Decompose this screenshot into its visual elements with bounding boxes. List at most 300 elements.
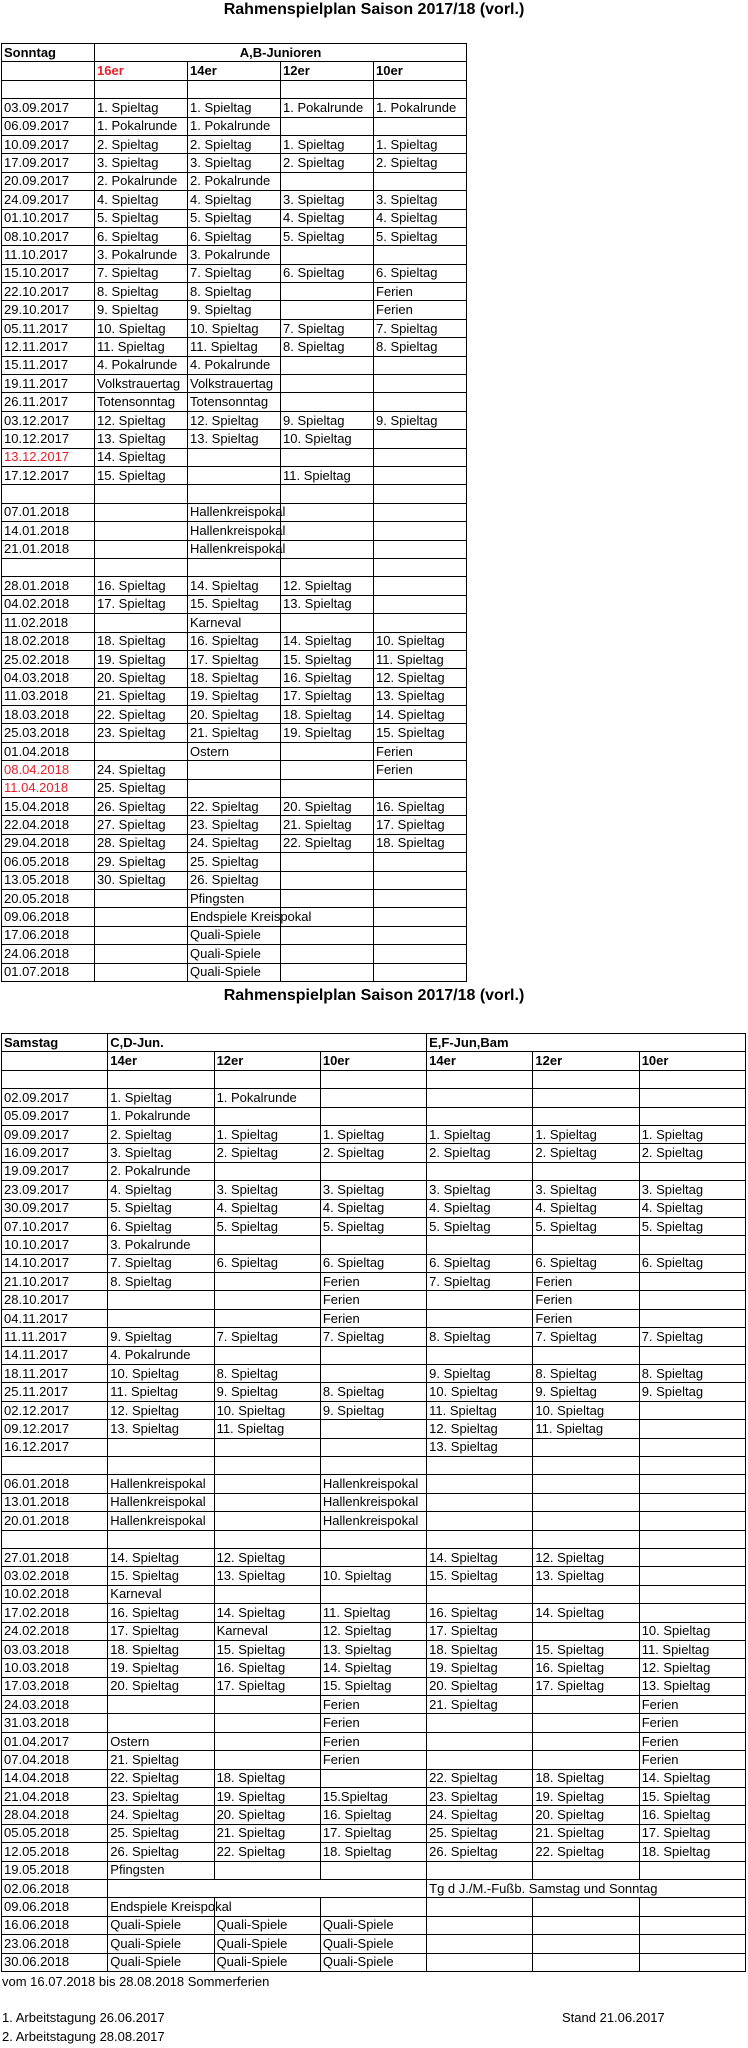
plan2-cell: 24. Spieltag	[427, 1806, 533, 1824]
plan2-cell	[639, 1162, 745, 1180]
plan2-date-cell: 02.09.2017	[2, 1089, 108, 1107]
plan1-cell: Hallenkreispokal	[188, 503, 281, 521]
plan1-cell	[374, 356, 467, 374]
plan2-cell	[320, 1438, 426, 1456]
plan2-row	[2, 1659, 746, 1677]
plan2-date-cell: 16.06.2018	[2, 1916, 108, 1934]
plan1-row	[2, 853, 467, 871]
plan1-cell: 2. Spieltag	[95, 135, 188, 153]
plan2-cell: 10. Spieltag	[108, 1365, 214, 1383]
plan2-cell: Quali-Spiele	[108, 1953, 214, 1971]
plan2-cell	[639, 1512, 745, 1530]
plan2-cell: 21. Spieltag	[427, 1696, 533, 1714]
plan2-cell: 25. Spieltag	[108, 1824, 214, 1842]
plan2-cell: 9. Spieltag	[533, 1383, 639, 1401]
plan1-date-cell: 25.03.2018	[2, 724, 95, 742]
plan2-cell	[639, 1567, 745, 1585]
plan2-cell	[639, 1916, 745, 1934]
plan2-cell: 26. Spieltag	[427, 1843, 533, 1861]
plan1-cell: 23. Spieltag	[188, 816, 281, 834]
plan2-cell: 9. Spieltag	[427, 1365, 533, 1383]
summer-holiday-note: vom 16.07.2018 bis 28.08.2018 Sommerferien	[2, 1974, 270, 1989]
plan2-cell	[320, 1420, 426, 1438]
plan1-date-cell: 15.10.2017	[2, 264, 95, 282]
plan2-header-row	[2, 1034, 746, 1052]
plan1-cell: 25. Spieltag	[188, 853, 281, 871]
plan2-date-cell: 16.09.2017	[2, 1144, 108, 1162]
plan2-cell	[214, 1714, 320, 1732]
plan2-row	[2, 1769, 746, 1787]
plan2-date-cell: 17.02.2018	[2, 1604, 108, 1622]
plan1-cell	[95, 742, 188, 760]
plan2-cell: Ferien	[533, 1291, 639, 1309]
plan1-cell: 12. Spieltag	[188, 411, 281, 429]
plan2-cell	[533, 1107, 639, 1125]
plan2-cell: 16. Spieltag	[639, 1806, 745, 1824]
plan2-cell	[639, 1953, 745, 1971]
plan2-row	[2, 1548, 746, 1566]
plan2-cell: 17. Spieltag	[214, 1677, 320, 1695]
plan2-date-cell: 18.11.2017	[2, 1365, 108, 1383]
plan1-cell: 9. Spieltag	[188, 301, 281, 319]
plan1-row	[2, 889, 467, 907]
plan2-row	[2, 1328, 746, 1346]
plan2-cell: 5. Spieltag	[533, 1217, 639, 1235]
plan2-cell: Quali-Spiele	[320, 1935, 426, 1953]
plan2-cell: 20. Spieltag	[214, 1806, 320, 1824]
plan1-cell: Karneval	[188, 614, 281, 632]
plan1-cell	[281, 761, 374, 779]
plan2-date-cell: 07.04.2018	[2, 1751, 108, 1769]
plan2-cell: Ferien	[639, 1732, 745, 1750]
plan1-cell	[188, 466, 281, 484]
plan2-cell: 17. Spieltag	[639, 1824, 745, 1842]
plan2-cell: 17. Spieltag	[427, 1622, 533, 1640]
plan2-cell	[214, 1696, 320, 1714]
plan2-cell: 9. Spieltag	[108, 1328, 214, 1346]
plan2-cell	[320, 1365, 426, 1383]
plan2-row	[2, 1788, 746, 1806]
plan2-cell	[320, 1769, 426, 1787]
plan2-cell: 16. Spieltag	[320, 1806, 426, 1824]
plan1-cell	[374, 595, 467, 613]
plan2-cell	[533, 1622, 639, 1640]
plan1-row	[2, 908, 467, 926]
plan1-row	[2, 356, 467, 374]
plan1-cell	[281, 375, 374, 393]
plan2-cell	[639, 1309, 745, 1327]
plan2-cell	[108, 1530, 214, 1548]
plan1-cell	[281, 448, 374, 466]
plan2-cell: 13. Spieltag	[639, 1677, 745, 1695]
plan2-date-cell: 02.06.2018	[2, 1879, 108, 1897]
plan2-cell: Quali-Spiele	[108, 1935, 214, 1953]
plan1-cell	[374, 430, 467, 448]
plan1-cell: 20. Spieltag	[95, 669, 188, 687]
plan1-cell	[281, 356, 374, 374]
plan2-row	[2, 1567, 746, 1585]
plan2-row	[2, 1144, 746, 1162]
plan1-date-cell: 01.10.2017	[2, 209, 95, 227]
plan1-cell: 2. Pokalrunde	[188, 172, 281, 190]
plan1-row	[2, 319, 467, 337]
plan2-cell	[533, 1696, 639, 1714]
plan1-date-cell: 17.12.2017	[2, 466, 95, 484]
plan1-cell: 21. Spieltag	[95, 687, 188, 705]
plan1-cell: Volkstrauertag	[188, 375, 281, 393]
plan2-cell: 10. Spieltag	[427, 1383, 533, 1401]
plan2-cell: Hallenkreispokal	[320, 1493, 426, 1511]
plan1-cell	[374, 80, 467, 98]
plan1-header-row	[2, 44, 467, 62]
plan2-cell: 12. Spieltag	[214, 1548, 320, 1566]
plan1-cell	[374, 871, 467, 889]
plan2-cell	[320, 1585, 426, 1603]
plan2-cell	[108, 1879, 427, 1897]
plan1-row	[2, 154, 467, 172]
plan2-cell: Quali-Spiele	[214, 1935, 320, 1953]
plan1-row	[2, 540, 467, 558]
plan1-cell: 16. Spieltag	[281, 669, 374, 687]
plan1-cell	[281, 117, 374, 135]
plan1-column-empty	[2, 62, 95, 80]
plan1-cell	[374, 779, 467, 797]
plan1-cell	[374, 945, 467, 963]
plan2-cell: 2. Spieltag	[108, 1125, 214, 1143]
plan2-cell: 9. Spieltag	[639, 1383, 745, 1401]
plan2-group1-label: C,D-Jun.	[108, 1034, 427, 1052]
plan2-cell	[214, 1309, 320, 1327]
plan1-date-cell: 24.09.2017	[2, 191, 95, 209]
plan2-cell	[639, 1107, 745, 1125]
plan2-date-cell	[2, 1530, 108, 1548]
plan1-cell: 10. Spieltag	[95, 319, 188, 337]
plan2-cell: 14. Spieltag	[214, 1604, 320, 1622]
plan2-cell: 14. Spieltag	[427, 1548, 533, 1566]
plan2-cell: 10. Spieltag	[214, 1401, 320, 1419]
plan2-date-cell: 09.12.2017	[2, 1420, 108, 1438]
plan2-cell	[214, 1585, 320, 1603]
plan2-cell: 14. Spieltag	[533, 1604, 639, 1622]
plan2-cell	[533, 1493, 639, 1511]
plan1-cell: 11. Spieltag	[374, 650, 467, 668]
plan2-date-cell: 19.05.2018	[2, 1861, 108, 1879]
plan2-cell	[427, 1162, 533, 1180]
plan2-cell: 22. Spieltag	[108, 1769, 214, 1787]
plan2-date-cell: 03.03.2018	[2, 1640, 108, 1658]
plan2-cell	[533, 1070, 639, 1088]
plan2-date-cell: 05.05.2018	[2, 1824, 108, 1842]
plan2-date-cell: 10.02.2018	[2, 1585, 108, 1603]
plan2-cell: 18. Spieltag	[214, 1769, 320, 1787]
plan2-date-cell: 09.09.2017	[2, 1125, 108, 1143]
plan1-row	[2, 264, 467, 282]
plan1-date-cell: 20.05.2018	[2, 889, 95, 907]
plan1-cell: 26. Spieltag	[188, 871, 281, 889]
plan1-date-cell: 06.09.2017	[2, 117, 95, 135]
plan2-cell	[214, 1861, 320, 1879]
plan2-cell: 26. Spieltag	[108, 1843, 214, 1861]
plan2-cell	[639, 1346, 745, 1364]
plan1-cell	[281, 926, 374, 944]
plan2-cell: Ferien	[320, 1309, 426, 1327]
plan2-cell	[320, 1089, 426, 1107]
plan1-cell: 11. Spieltag	[95, 338, 188, 356]
plan2-cell	[639, 1493, 745, 1511]
plan1-cell: Endspiele Kreispokal	[188, 908, 281, 926]
plan1-cell: 1. Pokalrunde	[188, 117, 281, 135]
plan2-row	[2, 1273, 746, 1291]
plan1-table	[1, 43, 467, 982]
plan2-date-cell: 14.11.2017	[2, 1346, 108, 1364]
plan2-date-cell: 14.04.2018	[2, 1769, 108, 1787]
plan2-cell: 11. Spieltag	[639, 1640, 745, 1658]
plan1-cell	[95, 522, 188, 540]
plan1-row	[2, 779, 467, 797]
plan1-cell	[374, 558, 467, 576]
plan2-cell: 3. Spieltag	[214, 1181, 320, 1199]
plan2-cell: 17. Spieltag	[533, 1677, 639, 1695]
plan1-date-cell: 01.04.2018	[2, 742, 95, 760]
plan1-cell: Ferien	[374, 742, 467, 760]
plan2-date-cell	[2, 1070, 108, 1088]
plan1-date-cell: 18.02.2018	[2, 632, 95, 650]
plan1-cell	[281, 853, 374, 871]
plan1-cell: 2. Spieltag	[374, 154, 467, 172]
plan2-cell	[533, 1898, 639, 1916]
plan2-cell: 15. Spieltag	[214, 1640, 320, 1658]
plan1-cell: 6. Spieltag	[95, 227, 188, 245]
plan2-date-cell: 23.06.2018	[2, 1935, 108, 1953]
plan2-date-cell: 21.04.2018	[2, 1788, 108, 1806]
plan1-cell: 17. Spieltag	[188, 650, 281, 668]
plan1-cell: 8. Spieltag	[281, 338, 374, 356]
plan2-column-empty	[2, 1052, 108, 1070]
plan2-cell: 13. Spieltag	[427, 1438, 533, 1456]
plan2-cell: Ferien	[320, 1291, 426, 1309]
plan2-date-cell: 03.02.2018	[2, 1567, 108, 1585]
plan1-date-cell	[2, 485, 95, 503]
plan1-cell: 22. Spieltag	[188, 798, 281, 816]
plan2-cell: 3. Pokalrunde	[108, 1236, 214, 1254]
plan2-cell	[639, 1475, 745, 1493]
plan2-cell: 3. Spieltag	[533, 1181, 639, 1199]
plan1-row	[2, 522, 467, 540]
plan1-cell: 13. Spieltag	[374, 687, 467, 705]
plan1-date-cell: 14.01.2018	[2, 522, 95, 540]
plan2-cell	[533, 1236, 639, 1254]
plan2-date-cell: 28.10.2017	[2, 1291, 108, 1309]
plan1-cell	[374, 117, 467, 135]
plan2-cell: 5. Spieltag	[639, 1217, 745, 1235]
plan2-cell	[639, 1861, 745, 1879]
plan2-cell: 5. Spieltag	[108, 1199, 214, 1217]
plan2-row	[2, 1217, 746, 1235]
plan2-cell: 10. Spieltag	[533, 1401, 639, 1419]
plan1-row	[2, 871, 467, 889]
plan2-cell: 4. Spieltag	[320, 1199, 426, 1217]
plan2-table	[1, 1033, 746, 1972]
plan2-cell: 2. Spieltag	[427, 1144, 533, 1162]
plan1-row	[2, 614, 467, 632]
plan2-row	[2, 1751, 746, 1769]
plan1-cell: 4. Spieltag	[188, 191, 281, 209]
plan2-cell: Hallenkreispokal	[320, 1512, 426, 1530]
plan1-cell: 2. Spieltag	[281, 154, 374, 172]
plan1-date-cell: 08.10.2017	[2, 227, 95, 245]
plan1-cell: 3. Pokalrunde	[95, 246, 188, 264]
plan2-column-cd-12er: 12er	[214, 1052, 320, 1070]
plan2-cell: 14. Spieltag	[320, 1659, 426, 1677]
plan1-cell: 3. Spieltag	[95, 154, 188, 172]
plan2-cell	[320, 1162, 426, 1180]
plan2-cell	[533, 1475, 639, 1493]
plan1-cell: Ferien	[374, 283, 467, 301]
plan2-row	[2, 1916, 746, 1934]
plan1-cell	[374, 614, 467, 632]
plan1-row	[2, 834, 467, 852]
plan2-row	[2, 1420, 746, 1438]
plan1-date-cell: 10.12.2017	[2, 430, 95, 448]
plan2-date-cell: 04.11.2017	[2, 1309, 108, 1327]
plan2-cell: 11. Spieltag	[214, 1420, 320, 1438]
plan2-cell	[320, 1456, 426, 1474]
plan2-row	[2, 1475, 746, 1493]
plan1-cell: 20. Spieltag	[188, 706, 281, 724]
plan2-cell	[320, 1861, 426, 1879]
plan2-cell: 11. Spieltag	[320, 1604, 426, 1622]
plan1-cell	[374, 540, 467, 558]
plan1-cell: 4. Spieltag	[95, 191, 188, 209]
plan1-day-label: Sonntag	[2, 44, 95, 62]
plan1-cell	[374, 448, 467, 466]
plan1-cell	[374, 889, 467, 907]
plan2-cell: 3. Spieltag	[427, 1181, 533, 1199]
plan1-cell: 16. Spieltag	[374, 798, 467, 816]
plan1-row	[2, 99, 467, 117]
plan2-column-ef-10er: 10er	[639, 1052, 745, 1070]
plan2-cell	[639, 1070, 745, 1088]
plan2-cell	[427, 1512, 533, 1530]
plan2-date-cell: 27.01.2018	[2, 1548, 108, 1566]
plan2-date-cell: 10.10.2017	[2, 1236, 108, 1254]
plan1-date-cell: 21.01.2018	[2, 540, 95, 558]
plan1-column-12er: 12er	[281, 62, 374, 80]
plan2-date-cell: 23.09.2017	[2, 1181, 108, 1199]
plan1-date-cell: 03.12.2017	[2, 411, 95, 429]
plan2-column-cd-10er: 10er	[320, 1052, 426, 1070]
plan1-cell	[281, 871, 374, 889]
plan2-day-label: Samstag	[2, 1034, 108, 1052]
plan2-cell: 5. Spieltag	[427, 1217, 533, 1235]
plan2-cell: 4. Spieltag	[533, 1199, 639, 1217]
plan1-date-cell: 10.09.2017	[2, 135, 95, 153]
plan2-date-cell: 19.09.2017	[2, 1162, 108, 1180]
plan1-cell: 12. Spieltag	[281, 577, 374, 595]
plan1-cell	[95, 540, 188, 558]
plan2-cell	[214, 1162, 320, 1180]
plan1-cell: 9. Spieltag	[281, 411, 374, 429]
plan1-cell	[281, 779, 374, 797]
plan1-cell: 16. Spieltag	[95, 577, 188, 595]
plan1-cell: 1. Spieltag	[374, 135, 467, 153]
plan2-row	[2, 1512, 746, 1530]
plan2-cell	[533, 1861, 639, 1879]
plan1-cell: 25. Spieltag	[95, 779, 188, 797]
plan2-row	[2, 1438, 746, 1456]
plan1-cell: 2. Pokalrunde	[95, 172, 188, 190]
plan2-date-cell: 30.09.2017	[2, 1199, 108, 1217]
plan1-cell: 3. Spieltag	[281, 191, 374, 209]
plan2-row	[2, 1236, 746, 1254]
plan1-cell: 14. Spieltag	[95, 448, 188, 466]
plan2-cell: 19. Spieltag	[533, 1788, 639, 1806]
plan1-cell: 10. Spieltag	[281, 430, 374, 448]
plan1-date-cell: 11.03.2018	[2, 687, 95, 705]
plan1-cell: Ferien	[374, 301, 467, 319]
plan2-cell	[533, 1346, 639, 1364]
plan2-cell: 5. Spieltag	[320, 1217, 426, 1235]
plan1-row	[2, 466, 467, 484]
plan1-cell	[374, 926, 467, 944]
plan2-cell	[639, 1935, 745, 1953]
plan1-cell: 7. Spieltag	[188, 264, 281, 282]
plan2-cell: 1. Pokalrunde	[108, 1107, 214, 1125]
plan2-cell: 15. Spieltag	[639, 1788, 745, 1806]
plan1-cell	[281, 558, 374, 576]
plan1-cell: 12. Spieltag	[374, 669, 467, 687]
plan1-cell	[374, 172, 467, 190]
plan2-cell: 22. Spieltag	[214, 1843, 320, 1861]
plan2-cell: 9. Spieltag	[214, 1383, 320, 1401]
plan2-row	[2, 1125, 746, 1143]
plan2-cell: 6. Spieltag	[533, 1254, 639, 1272]
plan1-column-row	[2, 62, 467, 80]
plan2-cell: 1. Spieltag	[639, 1125, 745, 1143]
plan2-row	[2, 1089, 746, 1107]
plan2-row	[2, 1585, 746, 1603]
plan2-date-cell: 25.11.2017	[2, 1383, 108, 1401]
plan2-cell	[320, 1346, 426, 1364]
plan2-cell	[533, 1714, 639, 1732]
plan1-cell: 3. Pokalrunde	[188, 246, 281, 264]
plan2-cell: 6. Spieltag	[320, 1254, 426, 1272]
plan1-cell	[281, 393, 374, 411]
plan2-date-cell: 13.01.2018	[2, 1493, 108, 1511]
plan1-date-cell: 04.03.2018	[2, 669, 95, 687]
plan2-cell	[320, 1898, 426, 1916]
plan2-cell: 8. Spieltag	[108, 1273, 214, 1291]
plan2-cell	[639, 1236, 745, 1254]
plan1-cell: 18. Spieltag	[95, 632, 188, 650]
plan1-date-cell: 29.10.2017	[2, 301, 95, 319]
plan1-cell: 3. Spieltag	[188, 154, 281, 172]
plan2-cell	[108, 1070, 214, 1088]
plan2-cell: 19. Spieltag	[108, 1659, 214, 1677]
plan2-row	[2, 1898, 746, 1916]
plan2-cell: 1. Pokalrunde	[214, 1089, 320, 1107]
plan1-cell: 4. Spieltag	[374, 209, 467, 227]
plan2-cell: 18. Spieltag	[320, 1843, 426, 1861]
plan2-cell: 2. Spieltag	[533, 1144, 639, 1162]
plan2-cell: Karneval	[108, 1585, 214, 1603]
plan2-cell: 13. Spieltag	[320, 1640, 426, 1658]
plan2-row	[2, 1622, 746, 1640]
plan1-cell: 22. Spieltag	[95, 706, 188, 724]
plan2-cell: 14. Spieltag	[108, 1548, 214, 1566]
plan1-cell: Quali-Spiele	[188, 926, 281, 944]
plan2-cell: 22. Spieltag	[533, 1843, 639, 1861]
